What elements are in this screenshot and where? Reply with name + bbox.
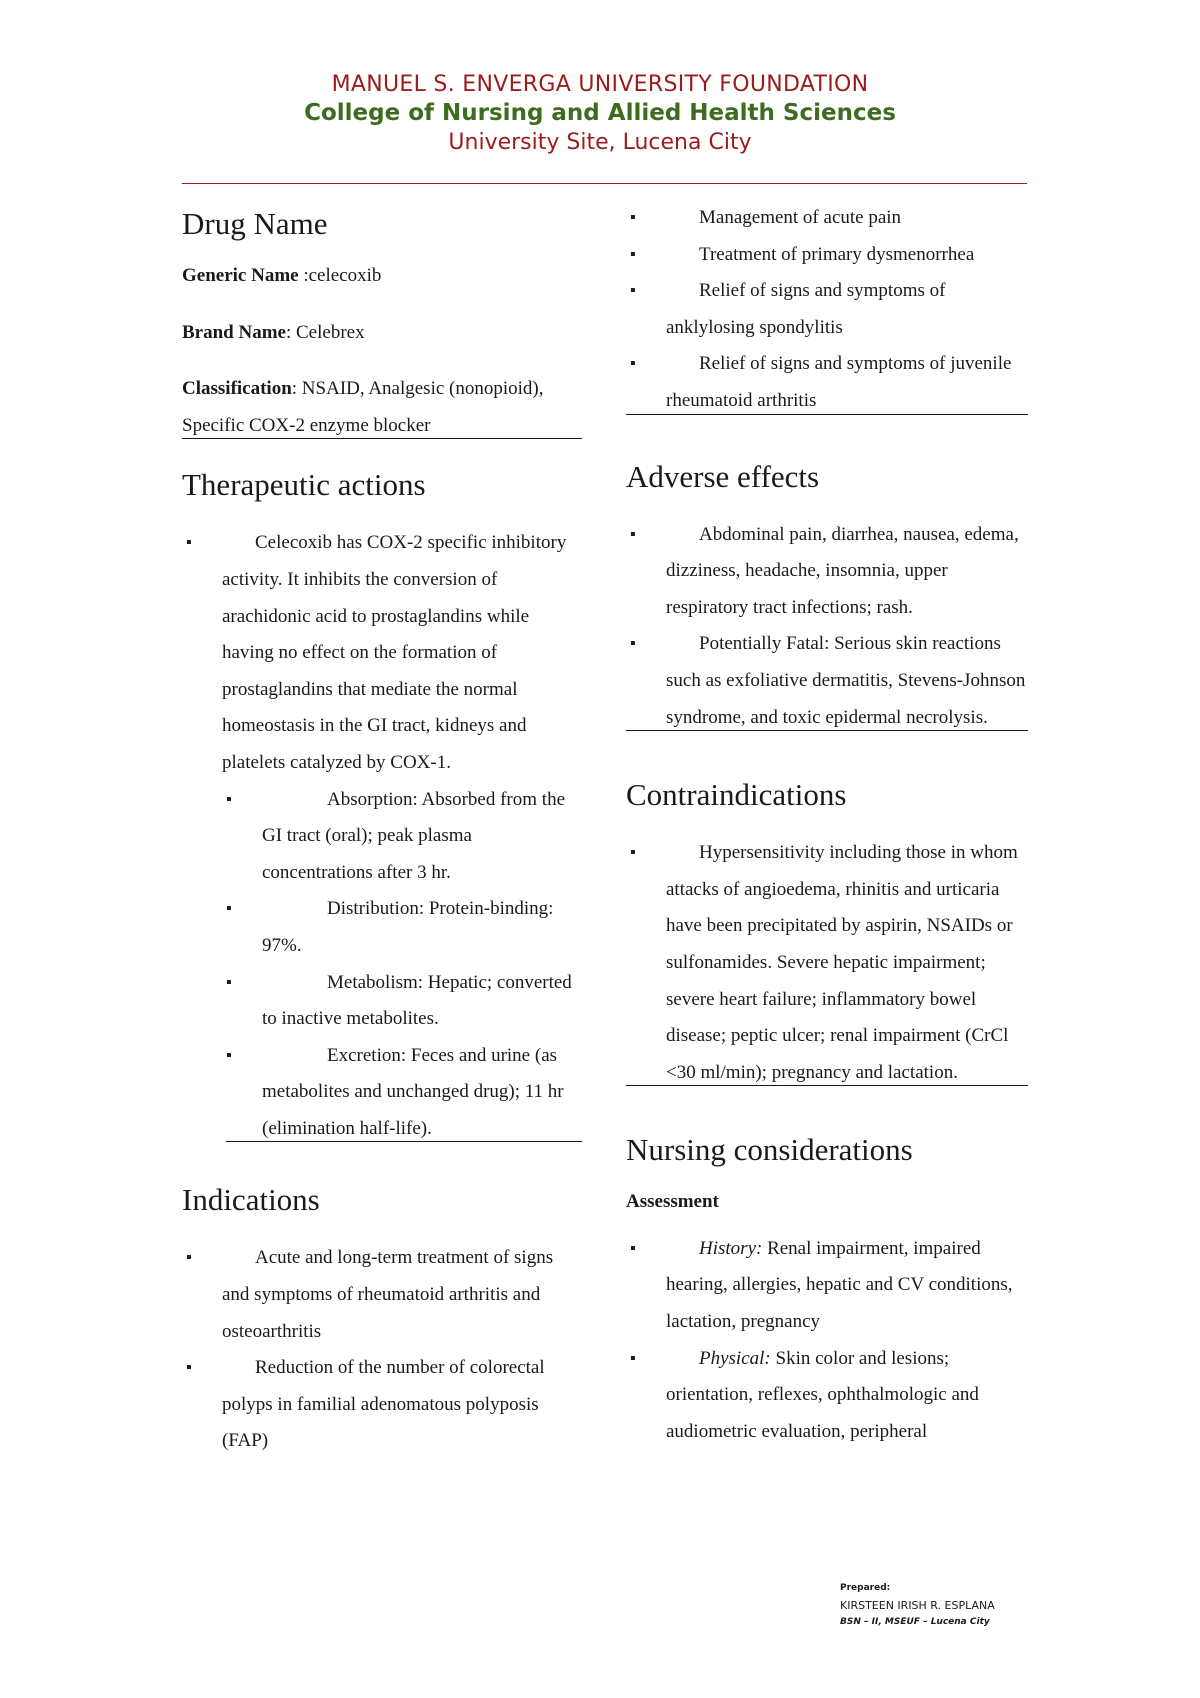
assessment-label: Assessment bbox=[626, 1191, 719, 1213]
adverse-effects-list bbox=[626, 517, 1028, 737]
left-column bbox=[182, 200, 582, 1460]
brand-name-value: : Celebrex bbox=[285, 321, 365, 343]
prepared-label: Prepared: bbox=[840, 1583, 891, 1593]
list-item: ▪ Management of acute pain bbox=[626, 200, 1028, 237]
brand-name-label: Brand Name bbox=[182, 321, 286, 343]
classification-field bbox=[182, 371, 582, 444]
nursing-considerations-heading: Nursing considerations bbox=[626, 1132, 913, 1168]
physical-text: Skin color and lesions; orientation, reflexes, ophthalmologic and audiometric evaluation, peripheral bbox=[666, 1347, 979, 1442]
list-item: ▪ Metabolism: Hepatic; converted to inactive metabolites. bbox=[222, 965, 582, 1038]
therapeutic-actions-heading: Therapeutic actions bbox=[182, 467, 426, 503]
physical-label: Physical: bbox=[699, 1347, 771, 1369]
list-item: ▪ Reduction of the number of colorectal polyps in familial adenomatous polyposis (FAP) bbox=[182, 1350, 582, 1460]
list-item: ▪ Treatment of primary dysmenorrhea bbox=[626, 237, 1028, 274]
generic-name-value: :celecoxib bbox=[298, 265, 382, 286]
list-item: ▪ Potentially Fatal: Serious skin reactions such as exfoliative dermatitis, Stevens-Johnson syndrome, and toxic epidermal necrolysis. bbox=[626, 626, 1028, 736]
header-divider bbox=[182, 183, 1027, 184]
history-text: Renal impairment, impaired hearing, allergies, hepatic and CV conditions, lactation, pregnancy bbox=[666, 1237, 1013, 1333]
preparer-program: BSN – II, MSEUF – Lucena City bbox=[840, 1617, 990, 1627]
list-item: ▪ Excretion: Feces and urine (as metabolites and unchanged drug); 11 hr (elimination half-life). bbox=[222, 1038, 582, 1148]
list-item: ▪ Hypersensitivity including those in whom attacks of angioedema, rhinitis and urticaria have been precipitated by aspirin, NSAIDs or sulfonamides. Severe hepatic impairment; severe heart failure; inflammatory bowel disease; peptic ulcer; renal impairment (CrCl <30 ml/min); pregnancy and lactation. bbox=[626, 835, 1028, 1091]
list-item: ▪ Relief of signs and symptoms of juvenile rheumatoid arthritis bbox=[626, 346, 1028, 419]
indications-list-continued bbox=[626, 200, 1028, 420]
list-item bbox=[626, 1341, 1028, 1451]
brand-name-field bbox=[182, 315, 582, 352]
prepared-by-footer bbox=[840, 1580, 995, 1631]
generic-name-label: Generic Name bbox=[182, 265, 299, 286]
list-item: ▪ Celecoxib has COX-2 specific inhibitory activity. It inhibits the conversion of arachidonic acid to prostaglandins while having no effect on the formation of prostaglandins that mediate the normal homeostasis in the GI tract, kidneys and platelets catalyzed by COX-1. bbox=[182, 525, 582, 781]
classification-label: Classification bbox=[182, 378, 292, 400]
list-item: ▪ Abdominal pain, diarrhea, nausea, edema, dizziness, headache, insomnia, upper respiratory tract infections; rash. bbox=[626, 517, 1028, 627]
university-name: MANUEL S. ENVERGA UNIVERSITY FOUNDATION bbox=[331, 72, 869, 97]
document-header bbox=[0, 70, 1200, 157]
contraindications-list bbox=[626, 835, 1028, 1091]
list-item: ▪ Relief of signs and symptoms of anklylosing spondylitis bbox=[626, 273, 1028, 346]
pharmacokinetics-list bbox=[222, 782, 582, 1148]
adverse-effects-heading: Adverse effects bbox=[626, 458, 820, 494]
contraindications-heading: Contraindications bbox=[626, 777, 847, 813]
list-item: ▪ Acute and long-term treatment of signs and symptoms of rheumatoid arthritis and osteoarthritis bbox=[182, 1240, 582, 1350]
generic-name-field bbox=[182, 258, 582, 295]
drug-name-heading: Drug Name bbox=[182, 206, 328, 241]
indications-list bbox=[182, 1240, 582, 1460]
college-name: College of Nursing and Allied Health Sciences bbox=[304, 100, 896, 126]
history-label: History: bbox=[699, 1237, 763, 1259]
list-item: ▪ Distribution: Protein-binding: 97%. bbox=[222, 891, 582, 964]
list-item bbox=[626, 1231, 1028, 1341]
right-column bbox=[626, 200, 1028, 1450]
therapeutic-list bbox=[182, 525, 582, 781]
classification-value: : NSAID, Analgesic (nonopioid), Specific COX-2 enzyme blocker bbox=[182, 378, 544, 436]
preparer-name: KIRSTEEN IRISH R. ESPLANA bbox=[840, 1599, 995, 1612]
indications-heading: Indications bbox=[182, 1182, 320, 1218]
assessment-list bbox=[626, 1231, 1028, 1451]
university-site: University Site, Lucena City bbox=[448, 130, 752, 155]
list-item: ▪ Absorption: Absorbed from the GI tract (oral); peak plasma concentrations after 3 hr. bbox=[222, 782, 582, 892]
